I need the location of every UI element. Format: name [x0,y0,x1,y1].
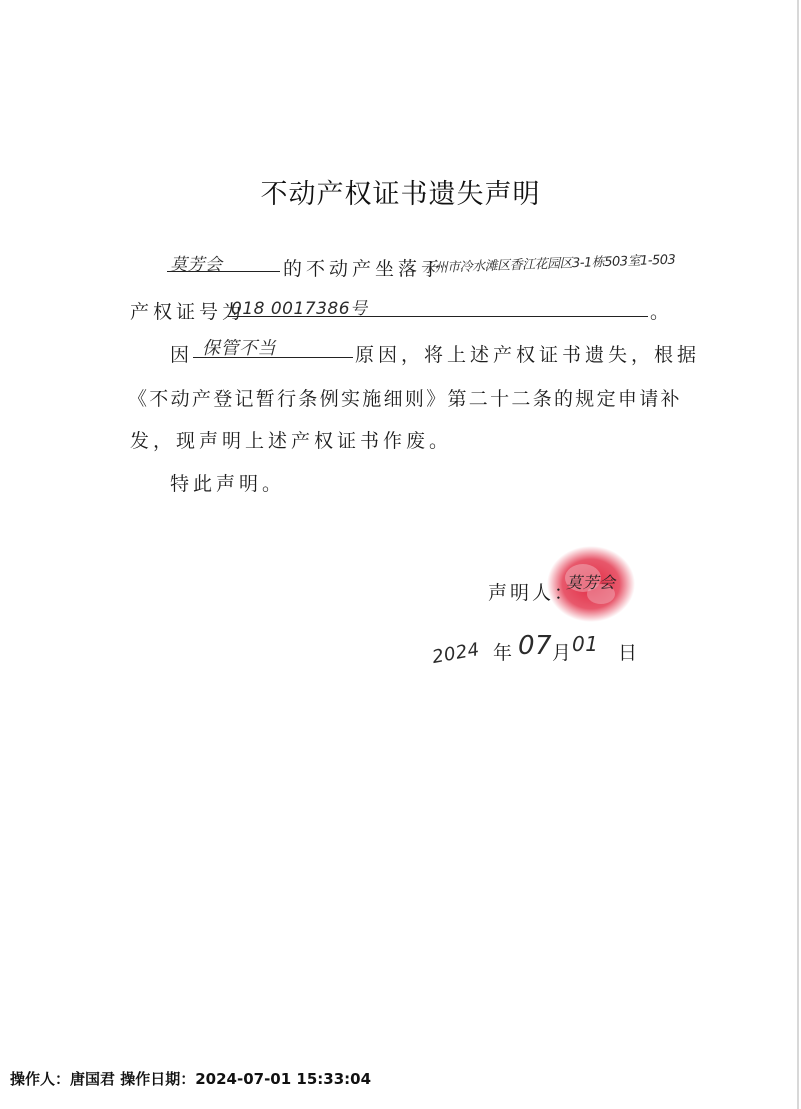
void-statement: 发，现声明上述产权证书作废。 [130,430,453,452]
year-handwritten: 2024 [430,639,482,668]
closing-text: 特此声明。 [170,473,286,495]
declarant-name-handwritten: 莫芳会 [566,573,616,592]
operator-footer: 操作人：唐国君 操作日期：2024-07-01 15:33:04 [10,1070,372,1088]
regulation-text: 《不动产登记暂行条例实施细则》第二十二条的规定申请补 [128,388,682,410]
certificate-number-label: 产权证号为 [130,301,246,323]
certificate-number-handwritten: 018 0017386号 [231,299,368,319]
reason-handwritten: 保管不当 [202,338,276,359]
month-handwritten: 07 [518,631,553,661]
location-handwritten: 永州市冷水滩区香江花园区3-1栋503室1-503 [421,252,676,277]
year-label: 年 [493,642,517,664]
day-label: 日 [618,642,642,664]
page-title: 不动产权证书遗失声明 [260,179,541,210]
month-label: 月 [552,642,576,664]
declarant-label: 声明人： [488,582,577,604]
reason-text: 原因，将上述产权证书遗失，根据 [355,344,701,366]
period-mark: 。 [650,301,674,323]
scan-edge [797,0,799,1109]
day-handwritten: 01 [572,632,599,656]
applicant-name-handwritten: 莫芳会 [170,255,223,275]
property-location-text: 的不动产坐落于 [283,258,445,280]
reason-lead: 因 [170,344,194,366]
